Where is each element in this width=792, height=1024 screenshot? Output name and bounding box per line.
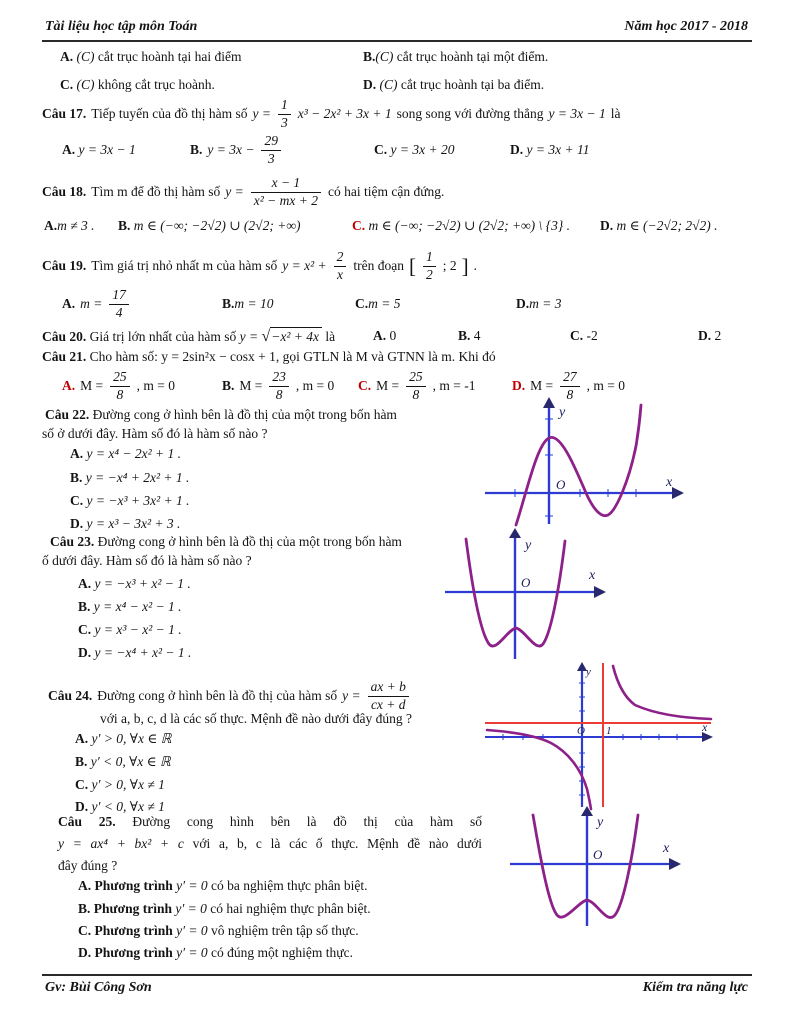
question-23-line1 (50, 534, 402, 550)
option-text: y′ > 0, ∀x ≠ 1 (91, 777, 165, 792)
question-label: Câu 20. (42, 329, 87, 344)
curve-symbol: (C) (375, 49, 394, 64)
option-21-b (222, 366, 334, 406)
option-text: 2 (714, 328, 722, 343)
question-25-line3 (58, 858, 117, 874)
option-text: m = (80, 296, 103, 311)
option-23-a (78, 576, 191, 592)
option-letter: B. (75, 754, 88, 769)
option-text: y = −x⁴ + x² − 1 . (94, 645, 192, 660)
option-letter: B. (222, 296, 235, 311)
option-text: y′ < 0, ∀x ∈ ℝ (90, 754, 171, 769)
origin-label: O (521, 575, 531, 590)
fraction: $\frac{25}{8}$ (110, 370, 130, 402)
option-16-b (363, 49, 548, 65)
option-text: y = 3x − 1 (78, 142, 136, 157)
option-22-a (70, 446, 181, 462)
option-letter: A. (75, 731, 89, 746)
option-formula: y′ = 0 (176, 923, 208, 938)
option-letter: A. (62, 142, 76, 157)
origin-label: O (577, 725, 585, 737)
option-20-d (698, 328, 721, 344)
curve-symbol: (C) (379, 77, 398, 92)
option-letter: B. (363, 49, 376, 64)
question-text: Đường cong hình bên là đồ thị của hàm số (132, 814, 483, 829)
option-letter: D. Phương trình (78, 945, 173, 960)
option-16-d (363, 77, 544, 93)
question-label: Câu 18. (42, 184, 87, 199)
option-text: cắt trục hoành tại hai điểm (97, 49, 242, 64)
y-axis-arrow (581, 806, 593, 816)
option-22-b (70, 470, 189, 486)
graph-q22-cubic (483, 396, 688, 532)
option-letter: C. (78, 622, 92, 637)
option-text: cắt trục hoành tại một điểm. (396, 49, 549, 64)
question-label: Câu 22. (45, 407, 90, 422)
question-25-line1 (58, 814, 482, 830)
option-17-d (510, 142, 589, 158)
curve-symbol: (C) (76, 77, 95, 92)
formula: y = (342, 688, 361, 703)
option-letter: A. (78, 576, 92, 591)
question-17 (42, 96, 620, 132)
y-axis-arrow (543, 397, 555, 408)
fraction: $\frac{2}{x}$ (334, 250, 347, 282)
option-letter: D. (78, 645, 92, 660)
y-axis-label: y (559, 405, 566, 420)
option-text: vô nghiệm trên tập số thực. (211, 923, 359, 938)
option-text: có đúng một nghiệm thực. (211, 945, 353, 960)
option-text: y = −x³ + 3x² + 1 . (86, 493, 190, 508)
option-text: cắt trục hoành tại ba điểm. (400, 77, 545, 92)
option-22-c (70, 493, 190, 509)
radical-sign: √ (261, 328, 271, 345)
option-16-a (60, 49, 241, 65)
option-formula: y′ = 0 (175, 901, 207, 916)
formula: y = (225, 184, 244, 199)
question-text: số ở dưới đây. Hàm số đó là hàm số nào ? (42, 426, 268, 441)
fraction: $\frac{25}{8}$ (406, 370, 426, 402)
option-letter: C. (75, 777, 89, 792)
question-text: với a, b, c là các ố thực. Mệnh đề nào dưới (192, 836, 483, 851)
question-22-line1 (45, 407, 397, 423)
question-text: Tìm giá trị nhỏ nhất m của hàm số (91, 258, 278, 273)
question-label: Câu 25. (58, 814, 116, 829)
question-20 (42, 328, 335, 346)
question-19 (42, 246, 477, 286)
tick-label-one: 1 (606, 725, 612, 737)
y-axis-label: y (597, 815, 604, 830)
option-letter: B. (222, 378, 235, 393)
option-text: không cắt trục hoành. (97, 77, 215, 92)
option-letter: C. (570, 328, 584, 343)
option-text: -2 (586, 328, 598, 343)
option-text: có ba nghiệm thực phân biệt. (211, 878, 368, 893)
option-text: 4 (473, 328, 481, 343)
question-text: là (325, 329, 336, 344)
footer-left: Gv: Bùi Công Sơn (45, 980, 152, 995)
hyperbola-right-branch (613, 666, 711, 719)
question-21 (42, 349, 496, 365)
x-axis-label: x (666, 475, 673, 490)
option-letter: D. (698, 328, 712, 343)
option-text: y′ < 0, ∀x ≠ 1 (91, 799, 165, 814)
option-19-c (355, 296, 400, 312)
option-text: m ∈ (−∞; −2√2) ∪ (2√2; +∞) \ {3} . (368, 218, 570, 233)
question-25-line2 (58, 836, 482, 852)
option-text: , m = 0 (136, 378, 175, 393)
question-text: Cho hàm số: (89, 349, 158, 364)
option-20-b (458, 328, 481, 344)
formula: y = 2sin²x − cosx + 1 (161, 349, 276, 364)
option-letter: B. (70, 470, 83, 485)
option-16-c (60, 77, 215, 93)
option-text: y = x³ − x² − 1 . (94, 622, 182, 637)
quartic-curve (533, 815, 638, 918)
option-19-b (222, 296, 274, 312)
option-letter: A. (60, 49, 74, 64)
option-21-c (358, 366, 476, 406)
option-letter: D. (510, 142, 524, 157)
x-axis-arrow (672, 487, 684, 499)
option-24-c (75, 777, 165, 793)
question-text: Giá trị lớn nhất của hàm số (89, 329, 237, 344)
formula: y = (239, 329, 259, 344)
formula: y = x² + (282, 258, 327, 273)
option-letter: C. (358, 378, 372, 393)
graph-q23-quartic (443, 527, 621, 665)
option-text: m = 5 (368, 296, 401, 311)
fraction: $\frac{17}{4}$ (109, 288, 129, 320)
option-letter: D. (512, 378, 526, 393)
question-text: Đường cong ở hình bên là đồ thị của một trong bốn hàm (92, 407, 397, 422)
fraction: $\frac{ax + b}{cx + d}$ (368, 680, 409, 712)
option-text: , m = 0 (295, 378, 335, 393)
formula: y = ax⁴ + bx² + c (58, 836, 184, 851)
header-right: Năm học 2017 - 2018 (624, 19, 748, 34)
question-text: , gọi GTLN là M và GTNN là m. Khi đó (275, 349, 496, 364)
option-letter: D. (516, 296, 530, 311)
question-text: đây đúng ? (58, 858, 118, 873)
question-label: Câu 23. (50, 534, 95, 549)
question-label: Câu 24. (48, 688, 93, 703)
question-23-line2 (42, 553, 252, 569)
option-letter: B. (190, 142, 203, 157)
option-text: M = (239, 378, 263, 393)
hyperbola-left-branch (487, 730, 591, 809)
x-axis-arrow (594, 586, 606, 598)
question-text: . (473, 258, 477, 273)
option-23-b (78, 599, 182, 615)
option-25-d (78, 945, 353, 961)
option-text: y = 3x + 11 (526, 142, 590, 157)
option-text: m = 3 (529, 296, 562, 311)
option-19-a (62, 284, 131, 324)
question-label: Câu 19. (42, 258, 87, 273)
option-formula: y′ = 0 (176, 945, 208, 960)
option-text: y = x⁴ − 2x² + 1 . (86, 446, 182, 461)
fraction: $\frac{1}{3}$ (278, 98, 291, 130)
option-17-c (374, 142, 454, 158)
question-text: có hai tiệm cận đứng. (328, 184, 445, 199)
x-axis-arrow (669, 858, 681, 870)
fraction: $\frac{x - 1}{\text{x² − mx + 2}}$ (251, 176, 321, 208)
question-text: Đường cong ở hình bên là đồ thị của một trong bốn hàm (97, 534, 402, 549)
footer-right: Kiểm tra năng lực (642, 980, 748, 995)
option-text: y = −x³ + x² − 1 . (94, 576, 191, 591)
option-letter: D. (600, 218, 614, 233)
option-text: y′ > 0, ∀x ∈ ℝ (91, 731, 172, 746)
option-18-b (118, 218, 300, 234)
question-text: trên đoạn (353, 258, 404, 273)
formula: y = (252, 106, 271, 121)
formula: ; 2 (442, 258, 457, 273)
question-label: Câu 21. (42, 349, 87, 364)
question-text: với a, b, c, d là các số thực. Mệnh đề nào dưới đây đúng ? (100, 711, 412, 726)
question-text: song song với đường thẳng (396, 106, 544, 121)
cubic-curve (516, 405, 641, 525)
fraction: $\frac{27}{8}$ (560, 370, 580, 402)
graph-q25-quartic (505, 806, 690, 964)
option-letter: A. Phương trình (78, 878, 173, 893)
option-letter: C. (355, 296, 369, 311)
option-19-d (516, 296, 561, 312)
option-letter: D. (75, 799, 89, 814)
option-text: M = (376, 378, 400, 393)
option-20-a (373, 328, 396, 344)
y-axis-label: y (525, 538, 532, 553)
option-letter: A. (62, 378, 76, 393)
fraction: $\frac{23}{8}$ (269, 370, 289, 402)
option-text: 0 (389, 328, 397, 343)
origin-label: O (593, 847, 603, 862)
radicand: −x² + 4x (270, 327, 322, 344)
option-formula: y′ = 0 (176, 878, 208, 893)
option-17-b (190, 132, 283, 168)
question-24-line1 (48, 676, 411, 716)
option-18-c (352, 218, 570, 234)
option-letter: C. (70, 493, 84, 508)
option-text: M = (530, 378, 554, 393)
option-25-b (78, 901, 371, 917)
option-22-d (70, 516, 180, 532)
footer-rule (42, 974, 752, 976)
question-text: là (610, 106, 621, 121)
header-left: Tài liệu học tập môn Toán (45, 19, 198, 34)
option-text: y = x⁴ − x² − 1 . (93, 599, 182, 614)
curve-symbol: (C) (76, 49, 95, 64)
option-text: y = x³ − 3x² + 3 . (86, 516, 181, 531)
option-letter: C. (374, 142, 388, 157)
option-text: y = 3x − (207, 142, 255, 157)
option-letter: A. (44, 218, 58, 233)
fraction: $\frac{1}{2}$ (423, 250, 436, 282)
fraction: $\frac{29}{3}$ (261, 134, 281, 166)
option-text: M = (80, 378, 104, 393)
question-text: Đường cong ở hình bên là đồ thị của hàm số (97, 688, 338, 703)
option-text: m ∈ (−2√2; 2√2) . (616, 218, 718, 233)
option-18-d (600, 218, 718, 234)
option-25-c (78, 923, 359, 939)
formula: x³ − 2x² + 3x + 1 (297, 106, 392, 121)
option-text: m = 10 (234, 296, 274, 311)
formula: y = 3x − 1 (548, 106, 606, 121)
option-letter: D. (363, 77, 377, 92)
option-letter: A. (373, 328, 387, 343)
option-21-a (62, 366, 175, 406)
option-letter: A. (62, 296, 76, 311)
option-18-a (44, 218, 95, 234)
origin-label: O (556, 477, 566, 492)
option-23-d (78, 645, 191, 661)
bracket-open: [ (408, 253, 416, 278)
option-text: có hai nghiệm thực phân biệt. (210, 901, 371, 916)
question-18 (42, 172, 444, 212)
header-rule (42, 40, 752, 42)
option-text: y = 3x + 20 (390, 142, 455, 157)
option-24-d (75, 799, 165, 815)
option-24-a (75, 731, 171, 747)
option-letter: B. Phương trình (78, 901, 172, 916)
y-axis-arrow (509, 528, 521, 538)
option-17-a (62, 142, 136, 158)
option-text: m ≠ 3 . (57, 218, 95, 233)
option-24-b (75, 754, 171, 770)
option-23-c (78, 622, 182, 638)
option-letter: B. (458, 328, 471, 343)
option-25-a (78, 878, 368, 894)
option-letter: A. (70, 446, 84, 461)
option-letter: C. Phương trình (78, 923, 173, 938)
bracket-close: ] (461, 253, 469, 278)
question-text: Tìm m để đồ thị hàm số (91, 184, 221, 199)
option-text: y = −x⁴ + 2x² + 1 . (85, 470, 190, 485)
option-letter: C. (352, 218, 366, 233)
option-letter: B. (118, 218, 131, 233)
question-text: ố dưới đây. Hàm số đó là hàm số nào ? (42, 553, 252, 568)
y-axis-label: y (586, 666, 591, 678)
question-label: Câu 17. (42, 106, 87, 121)
option-text: m ∈ (−∞; −2√2) ∪ (2√2; +∞) (133, 218, 301, 233)
x-axis-label: x (663, 841, 670, 856)
x-axis-label: x (702, 720, 708, 734)
question-text: Tiếp tuyến của đồ thị hàm số (91, 106, 248, 121)
option-letter: B. (78, 599, 91, 614)
option-text: , m = 0 (586, 378, 625, 393)
question-22-line2 (42, 426, 267, 442)
option-text: , m = -1 (432, 378, 476, 393)
graph-q24-hyperbola (483, 661, 715, 811)
option-20-c (570, 328, 598, 344)
question-24-line2 (100, 711, 412, 727)
x-axis-label: x (589, 568, 596, 583)
option-letter: C. (60, 77, 74, 92)
option-letter: D. (70, 516, 84, 531)
